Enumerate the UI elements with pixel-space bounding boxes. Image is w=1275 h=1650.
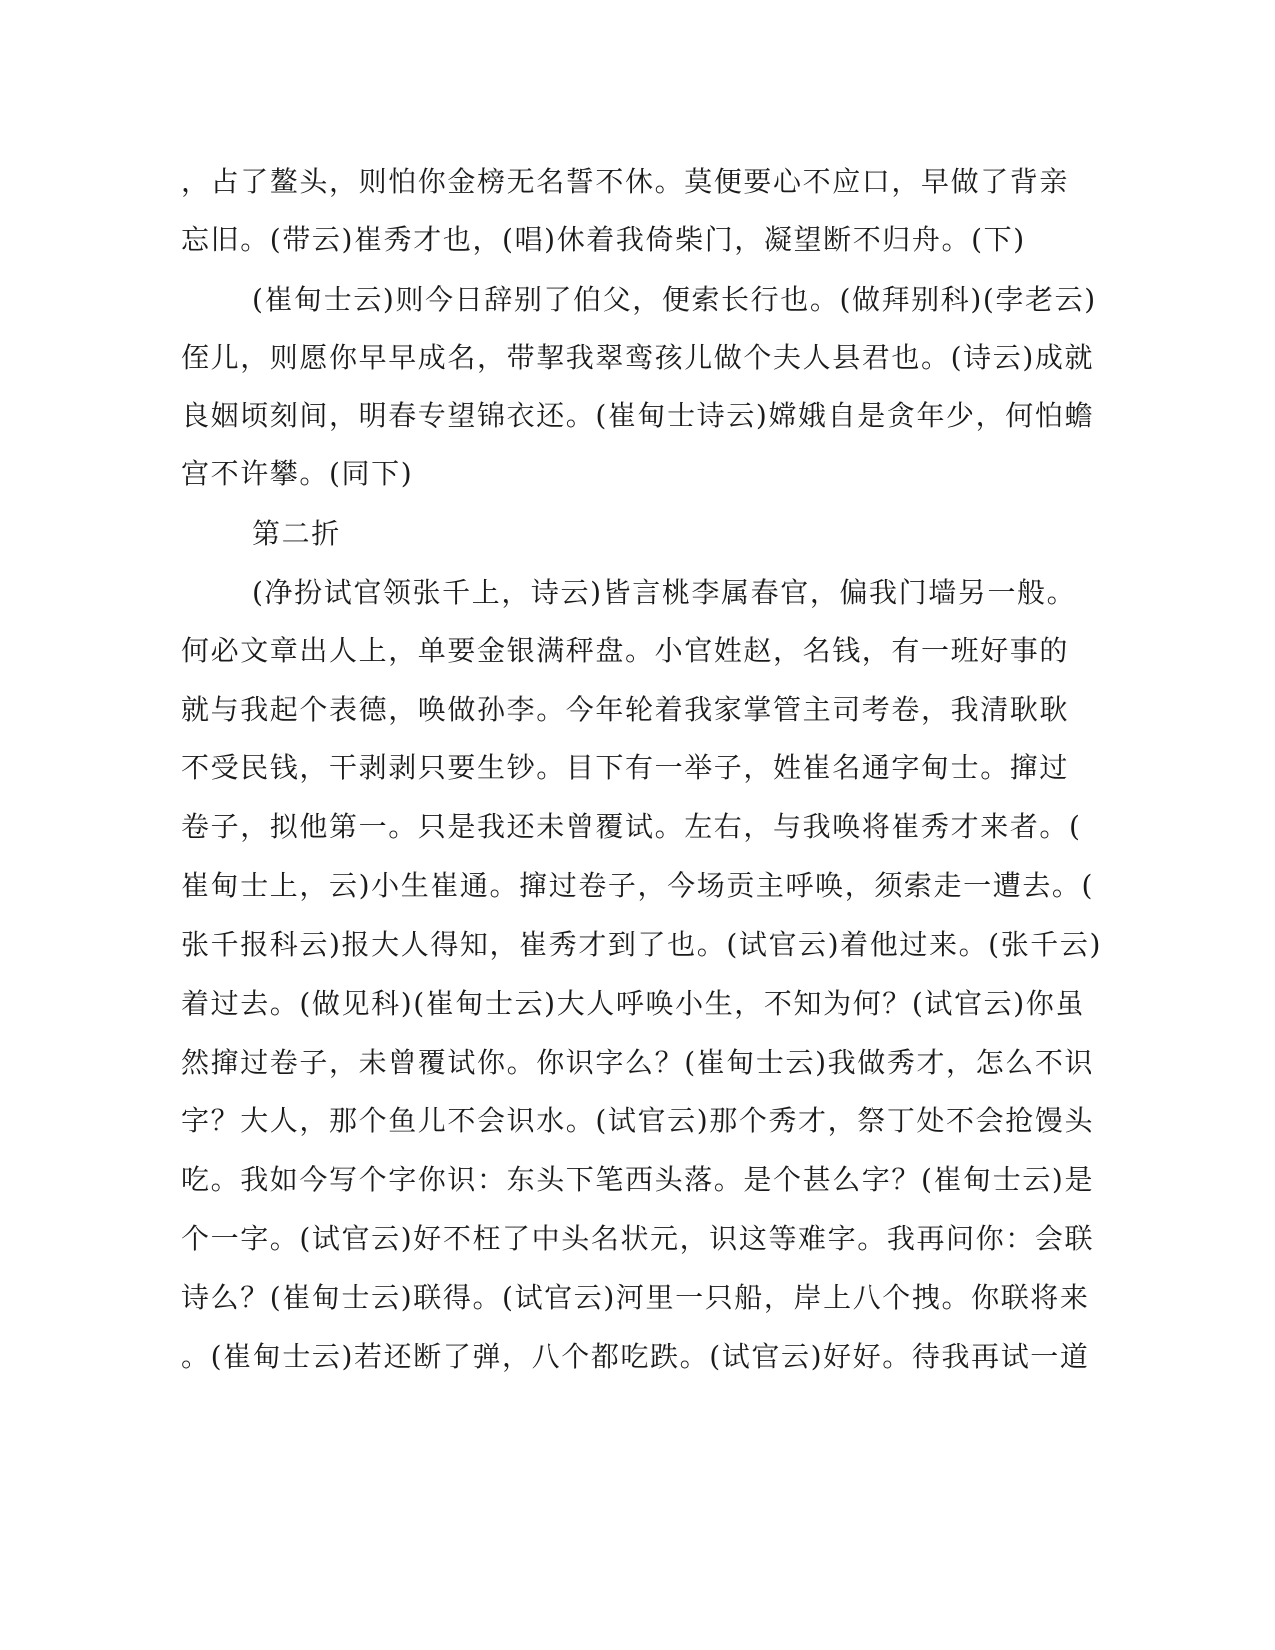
text-line: 卷子，拟他第一。只是我还未曾覆试。左右，与我唤将崔秀才来者。( — [181, 810, 1082, 843]
text-line: 侄儿，则愿你早早成名，带挈我翠鸾孩儿做个夫人县君也。(诗云)成就 — [181, 341, 1095, 374]
text-line: 诗么？(崔甸士云)联得。(试官云)河里一只船，岸上八个拽。你联将来 — [181, 1281, 1090, 1314]
text-line: 。(崔甸士云)若还断了弹，八个都吃跌。(试官云)好好。待我再试一道 — [181, 1340, 1090, 1373]
text-line: 不受民钱，干剥剥只要生钞。目下有一举子，姓崔名通字甸士。撺过 — [181, 751, 1070, 784]
section-heading: 第二折 — [252, 517, 341, 550]
text-line: 何必文章出人上，单要金银满秤盘。小官姓赵，名钱，有一班好事的 — [181, 634, 1070, 667]
text-line: 良姻顷刻间，明春专望锦衣还。(崔甸士诗云)嫦娥自是贪年少，何怕蟾 — [181, 399, 1095, 432]
paragraph-start-line: (净扮试官领张千上，诗云)皆言桃李属春官，偏我门墙另一般。 — [252, 576, 1077, 609]
paragraph-start-line: (崔甸士云)则今日辞别了伯父，便索长行也。(做拜别科)(孛老云) — [252, 283, 1097, 316]
text-line: 字？大人，那个鱼儿不会识水。(试官云)那个秀才，祭丁处不会抢馒头 — [181, 1104, 1095, 1137]
text-line: 然撺过卷子，未曾覆试你。你识字么？(崔甸士云)我做秀才，怎么不识 — [181, 1046, 1095, 1079]
text-line: 宫不许攀。(同下) — [181, 457, 414, 490]
text-line: 忘旧。(带云)崔秀才也，(唱)休着我倚柴门，凝望断不归舟。(下) — [181, 223, 1026, 256]
text-line: 个一字。(试官云)好不枉了中头名状元，识这等难字。我再问你：会联 — [181, 1222, 1095, 1255]
text-line: ，占了鳌头，则怕你金榜无名誓不休。莫便要心不应口，早做了背亲 — [181, 165, 1070, 198]
text-line: 就与我起个表德，唤做孙李。今年轮着我家掌管主司考卷，我清耿耿 — [181, 693, 1070, 726]
text-line: 吃。我如今写个字你识：东头下笔西头落。是个甚么字？(崔甸士云)是 — [181, 1163, 1095, 1196]
text-line: 张千报科云)报大人得知，崔秀才到了也。(试官云)着他过来。(张千云) — [181, 928, 1103, 961]
text-line: 着过去。(做见科)(崔甸士云)大人呼唤小生，不知为何？(试官云)你虽 — [181, 987, 1085, 1020]
text-line: 崔甸士上，云)小生崔通。撺过卷子，今场贡主呼唤，须索走一遭去。( — [181, 869, 1095, 902]
